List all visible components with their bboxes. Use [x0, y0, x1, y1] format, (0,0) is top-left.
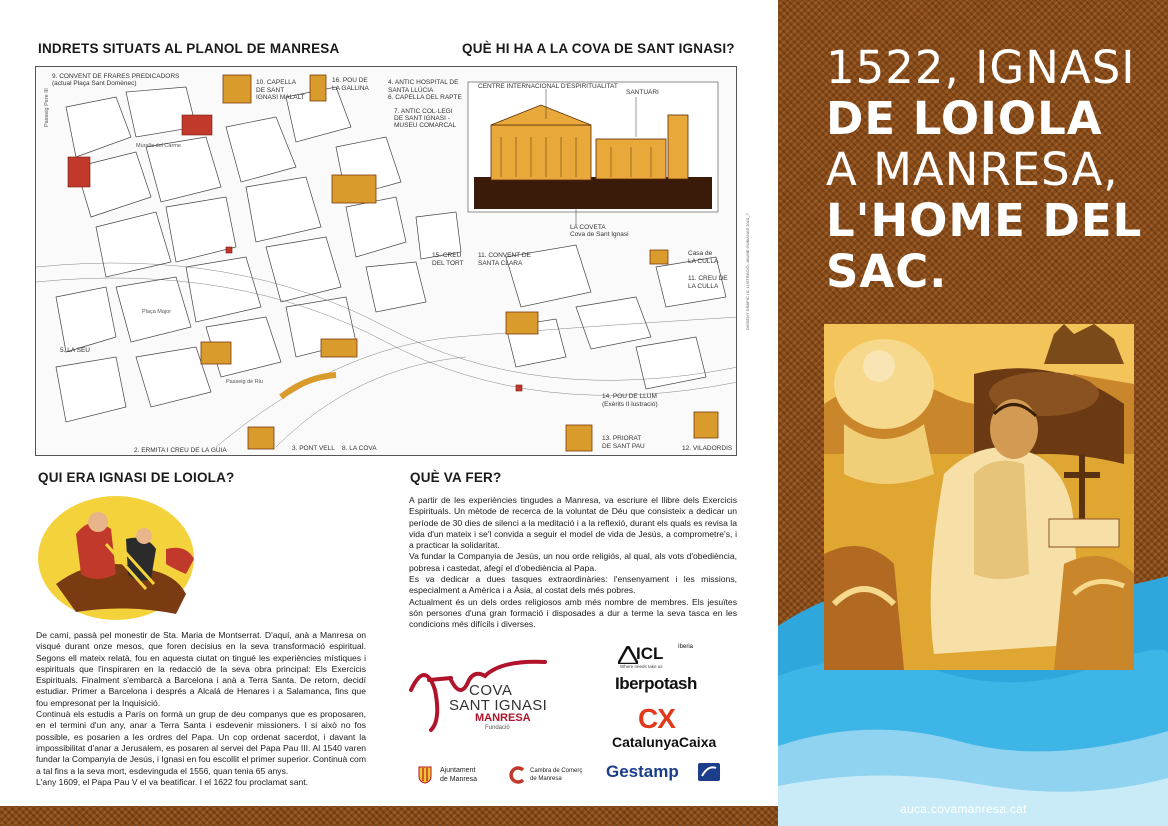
headline-line2: DE LOIOLA [826, 92, 1103, 145]
burlap-strip [0, 806, 778, 826]
headline-line3: A MANRESA, [826, 143, 1119, 196]
cx-mark: CX [638, 703, 675, 734]
map-label-collegi-line3: MUSEU COMARCAL [394, 122, 457, 129]
map-label-casa-culla: Casa de [688, 250, 713, 257]
map-label-coveta: LA COVETA [570, 224, 606, 231]
who-paragraph: De camí, passà pel monestir de Sta. Maria de Montserrat. D'aquí, anà a Manresa on visqué durant onze mesos, que foren decisius en la seva transformació espiritual. Segons ell mateix relatà, fou en aquesta ciutat on tingué les experiències místiques i espirituals que l'inspiraren en la redacció de la seva obra principal: Els Exercicis Espirituals. Finalment s'embarcà a Barcelona i anà a Terra Santa. De retorn, decidí estudiar. Primer a Barcelona i després a Alcalá de Henares i a Salamanca, fins que fou empresonat per la Inquisició. [36, 630, 366, 708]
map-label-cis: CENTRE INTERNACIONAL D'ESPIRITUALITAT [478, 83, 618, 90]
cambra-line1: Cambra de Comerç [530, 768, 583, 774]
map-label-collegi-line1: 7. ANTIC COL·LEGI [394, 108, 453, 115]
icl-logo-name: ICL [636, 644, 664, 663]
website-url[interactable]: auca.covamanresa.cat [900, 802, 1027, 816]
who-paragraph: Continuà els estudis a París on formà un grup de deu companys que es proposaren, en el termini d'un any, anar a Terra Santa i esdevenir missioners. I si això no fos possible, es posarien a les ordres del Papa. Un cop ordenat sacerdot, i davant la impossibilitat d'anar a Jerusalem, es posaren al servei del Papa Pau III. Al 1540 varen fundar la Companyia de Jesús, i Ignasi en fou escollit el primer superior. Continuà com a tal fins a la seva mort, esdevinguda el 1556, quan tenia 65 anys. [36, 709, 366, 776]
map-label-santa-clara-2: SANTA CLARA [478, 260, 523, 267]
map-label-collegi-line2: DE SANT IGNASI - [394, 115, 450, 122]
map-label-viladordis: 12. VILADORDIS [682, 445, 733, 452]
map-label-convent-predicadors: 9. CONVENT DE FRARES PREDICADORS [52, 73, 180, 80]
icl-logo-tagline: Where needs take us [620, 664, 663, 669]
what-paragraph: Es va dedicar a dues tasques extraordinàries: l'ensenyament i les missions, especialment a Amèrica i a Àsia, al costat dels més pobres. [409, 574, 737, 596]
what-paragraph: Va fundar la Companyia de Jesús, un nou orde religiós, al qual, als vots d'obediència, pobresa i castedat, afegí el d'obediència al Papa. [409, 551, 737, 573]
ajuntament-logo [418, 764, 498, 788]
icl-mark-icon [618, 646, 638, 664]
map-label-ermita-guia: 2. ERMITA I CREU DE LA GUIA [134, 447, 227, 454]
icl-logo-sub: Iberia [678, 644, 694, 650]
cova-sant-ignasi-logo [405, 650, 555, 740]
ajuntament-line2: de Manresa [440, 776, 477, 783]
map-label-santa-clara: 11. CONVENT DE [478, 252, 531, 259]
iberpotash-logo: Iberpotash [615, 674, 697, 693]
map-section-title: INDRETS SITUATS AL PLANOL DE MANRESA [38, 41, 340, 56]
cambra-c-icon [508, 766, 526, 784]
headline-line1: 1522, IGNASI [826, 41, 1136, 94]
cave-section-title: QUÈ HI HA A LA COVA DE SANT IGNASI? [462, 41, 735, 56]
map-label-cova-sant-ignasi: Cova de Sant Ignasi [570, 231, 629, 238]
ignasi-cover-illustration [824, 324, 1134, 670]
cambra-line2: de Manresa [530, 776, 562, 782]
map-street-passeig-riu: Passeig de Riu [226, 379, 263, 385]
map-label-pou-llum-2: (Exèrits Il·lustració) [602, 401, 658, 408]
map-label-creu-culla: 11. CREU DE [688, 275, 728, 282]
icl-logo [618, 644, 718, 672]
map-label-pou-llum: 14. POU DE LLUM [602, 393, 657, 400]
map-label-hospital-santa-llucia: 4. ANTIC HOSPITAL DE SANTA LLÚCIA [388, 79, 459, 94]
who-section-title: QUI ERA IGNASI DE LOIOLA? [38, 470, 235, 485]
what-text [409, 495, 737, 631]
cova-logo-line3: MANRESA [475, 712, 531, 724]
cova-logo-line2: SANT IGNASI [449, 697, 548, 714]
gestamp-name: Gestamp [606, 762, 679, 781]
map-label-la-cova: 8. LA COVA [342, 445, 377, 452]
who-text [36, 630, 366, 788]
map-street-muralla: Muralla del Carme [136, 143, 181, 149]
map-street-placa-major: Plaça Major [142, 309, 172, 315]
gestamp-logo [606, 762, 722, 786]
map-label-priorat: 13. PRIORAT [602, 435, 642, 442]
map-label-capella-sant-ignasi: 10. CAPELLA DE SANT IGNASI MALALT [256, 79, 305, 101]
cova-logo-line4: Fundació [485, 725, 510, 731]
what-paragraph: Actualment és un dels ordes religiosos amb més nombre de membres. Els jesuïtes són persones d'una gran formació i disposades a dur a terme la seva tasca en les condicions més difícils i diverses. [409, 596, 737, 630]
headline-line4: L'HOME DEL [826, 194, 1143, 247]
ignasi-riding-illustration [36, 494, 196, 622]
cambra-logo [508, 764, 598, 788]
map-label-casa-culla-2: LA CULLA [688, 258, 719, 265]
map-label-santuari: SANTUARI [626, 89, 659, 96]
manresa-map [35, 66, 737, 456]
cova-logo-line1: COVA [469, 682, 513, 699]
catalunyacaixa-logo [612, 703, 732, 751]
gestamp-mark-icon [698, 763, 720, 781]
what-section-title: QUÈ VA FER? [410, 470, 502, 485]
map-label-placa-sant-domenec: (actual Plaça Sant Domènec) [52, 80, 137, 87]
map-label-capella-rapte: 6. CAPELLA DEL RAPTE [388, 94, 462, 101]
map-label-pou-gallina: 16. POU DE LA GALLINA [332, 77, 369, 92]
what-paragraph: A partir de les experiències tingudes a Manresa, va escriure el llibre dels Exercicis Espirituals. Un mètode de recerca de la voluntat de Déu que consisteix a dedicar un període de 30 dies de silenci a la meditació i a la reflexió, durant els quals es revisa la vida d'un mateix i se'l convida a seguir el model de vida de Jesús, a comprometre's, i a practicar la solidaritat. [409, 495, 737, 551]
map-label-creu-culla-2: LA CULLA [688, 283, 719, 290]
map-street-pere-iii: Passeig Pere III [44, 88, 50, 127]
map-label-pont-vell: 3. PONT VELL [292, 445, 335, 452]
cover-headline [826, 42, 1156, 297]
manresa-shield-icon [418, 766, 432, 784]
map-label-priorat-2: DE SANT PAU [602, 443, 645, 450]
ajuntament-line1: Ajuntament [440, 767, 476, 774]
map-label-creu-tort: 15. CREU [432, 252, 462, 259]
map-label-la-seu: 5. LA SEU [60, 347, 90, 354]
headline-line5: SAC. [826, 245, 948, 298]
map-label-creu-tort-2: DEL TORT [432, 260, 464, 267]
catalunyacaixa-name: CatalunyaCaixa [612, 734, 717, 750]
who-paragraph: L'any 1609, el Papa Pau V el va beatificar. I el 1622 fou proclamat sant. [36, 776, 309, 787]
map-credit: DISSENY GRÀFIC I IL·LUSTRACIÓ: JAUME GUBIANAS 2015_? [745, 213, 750, 330]
